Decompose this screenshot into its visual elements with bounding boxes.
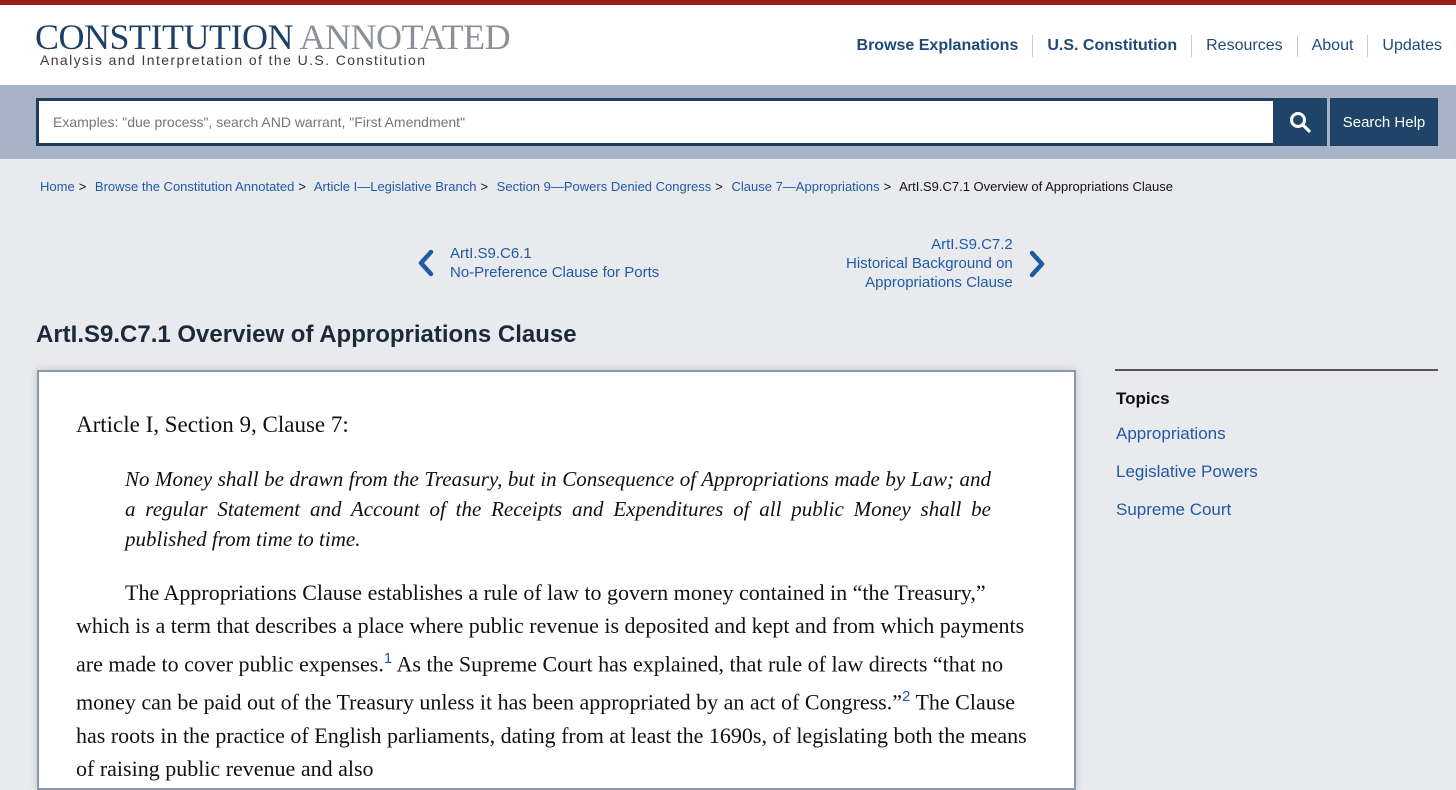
prev-section-link[interactable] [416,244,659,282]
body-text-3: The Clause has roots in the practice of English parliaments, dating from at least the 1690s, of legislating both the means of raising public revenue and also [76,689,1027,781]
logo-text-primary: CONSTITUTION [35,17,293,57]
nav-resources[interactable]: Resources [1191,35,1296,57]
breadcrumb-separator: > [480,179,489,194]
logo-tagline: Analysis and Interpretation of the U.S. Constitution [40,52,427,68]
top-navigation [843,35,1456,57]
next-section-title-line-1: Historical Background on [846,255,1013,272]
body-paragraph [76,576,1031,785]
topic-link-supreme-court[interactable]: Supreme Court [1116,500,1232,519]
content-panel [37,370,1076,790]
site-logo[interactable] [35,19,510,55]
search-icon [1289,111,1311,133]
next-section-link[interactable] [846,235,1047,292]
next-section-title-line-2: Appropriations Clause [865,274,1013,291]
breadcrumb-current: ArtI.S9.C7.1 Overview of Appropriations Clause [899,179,1173,194]
breadcrumb-separator: > [298,179,306,194]
footnote-ref-1[interactable]: 1 [383,650,393,667]
prev-section-title: No-Preference Clause for Ports [450,264,660,281]
prev-section-text [450,244,659,282]
body-text-2: As the Supreme Court has explained, that rule of law directs “that no money can be paid out of the Treasury unless it has been appropriated by an act of Congress.” [76,651,1004,715]
breadcrumb-clause-7[interactable]: Clause 7—Appropriations [731,179,880,194]
nav-updates[interactable]: Updates [1367,35,1456,57]
search-input[interactable] [36,98,1290,146]
search-bar [0,85,1456,159]
breadcrumb-article-1[interactable]: Article I—Legislative Branch [313,179,477,194]
breadcrumb-separator: > [78,179,87,194]
prev-section-code: ArtI.S9.C6.1 [450,245,532,262]
next-section-code: ArtI.S9.C7.2 [931,236,1013,253]
page-title: ArtI.S9.C7.1 Overview of Appropriations Clause [36,321,577,348]
search-button[interactable] [1273,98,1327,146]
logo-text-secondary: ANNOTATED [299,17,511,57]
nav-us-constitution[interactable]: U.S. Constitution [1032,35,1191,57]
chevron-left-icon [416,248,436,278]
footnote-ref-2[interactable]: 2 [902,688,911,706]
body-text-1: The Appropriations Clause establishes a rule of law to govern money contained in “the Treasury,” which is a term that describes a place where public revenue is deposited and kept and from which payments are made to cover public expenses. [76,580,1025,677]
site-header [0,5,1456,85]
breadcrumb [40,179,1173,194]
breadcrumb-separator: > [883,179,892,194]
breadcrumb-home[interactable]: Home [40,179,75,194]
breadcrumb-section-9[interactable]: Section 9—Powers Denied Congress [496,179,712,194]
nav-about[interactable]: About [1297,35,1368,57]
breadcrumb-separator: > [715,179,723,194]
chevron-right-icon [1027,249,1047,279]
article-label: Article I, Section 9, Clause 7: [76,412,349,437]
constitution-quote: No Money shall be drawn from the Treasury, but in Consequence of Appropriations made by Law; and a regular Statement and Account of the Receipts and Expenditures of all public Money shall be published from time to time. [125,467,991,551]
topics-heading: Topics [1116,389,1170,408]
search-help-button[interactable]: Search Help [1330,98,1438,146]
sidebar-divider [1115,369,1438,371]
breadcrumb-browse[interactable]: Browse the Constitution Annotated [94,179,295,194]
nav-browse-explanations[interactable]: Browse Explanations [856,37,1019,54]
topic-link-appropriations[interactable]: Appropriations [1116,424,1226,443]
topic-link-legislative-powers[interactable]: Legislative Powers [1116,462,1258,481]
next-section-text [846,235,1013,292]
